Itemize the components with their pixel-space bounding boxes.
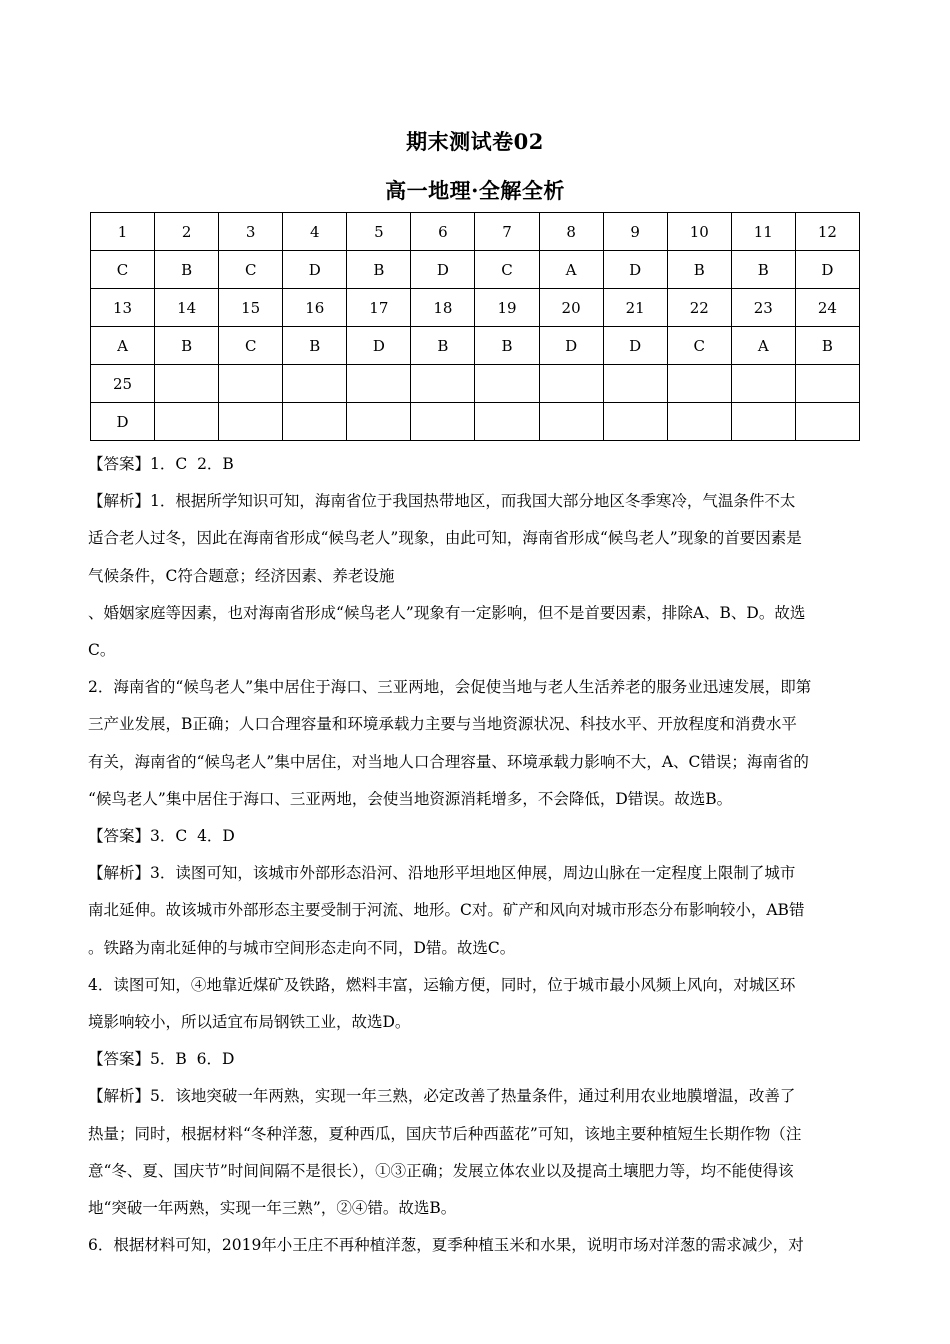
table-cell: 24	[795, 289, 859, 327]
table-cell: 13	[91, 289, 155, 327]
table-cell: 8	[539, 213, 603, 251]
table-row	[91, 289, 860, 327]
table-cell: 11	[731, 213, 795, 251]
table-cell	[155, 365, 219, 403]
text-line: 【解析】5．该地突破一年两熟，实现一年三熟，必定改善了热量条件，通过利用农业地膜增温，改善了	[88, 1087, 796, 1106]
table-cell: C	[91, 251, 155, 289]
table-cell: 20	[539, 289, 603, 327]
text-line: 【解析】3．读图可知，该城市外部形态沿河、沿地形平坦地区伸展，周边山脉在一定程度上限制了城市	[88, 864, 796, 883]
table-cell: B	[731, 251, 795, 289]
text-line: 气候条件，C符合题意；经济因素、养老设施	[88, 566, 395, 585]
text-line: 2．海南省的“候鸟老人”集中居住于海口、三亚两地，会促使当地与老人生活养老的服务业迅速发展，即第	[88, 678, 812, 697]
table-cell	[667, 365, 731, 403]
table-cell: 15	[219, 289, 283, 327]
text-line: 、婚姻家庭等因素，也对海南省形成“候鸟老人”现象有一定影响，但不是首要因素，排除A、B、D。故选	[88, 603, 806, 622]
table-cell: B	[347, 251, 411, 289]
table-cell: B	[667, 251, 731, 289]
text-line: C。	[88, 641, 116, 660]
text-line: 地“突破一年两熟，实现一年三熟”，②④错。故选B。	[88, 1199, 457, 1218]
text-line: 境影响较小，所以适宜布局钢铁工业，故选D。	[88, 1013, 411, 1032]
table-cell: D	[603, 251, 667, 289]
text-line: 【答案】1．C 2．B	[88, 455, 234, 473]
table-cell: B	[283, 327, 347, 365]
table-cell: 9	[603, 213, 667, 251]
table-cell: D	[347, 327, 411, 365]
table-cell: B	[155, 327, 219, 365]
text-line: 。铁路为南北延伸的与城市空间形态走向不同，D错。故选C。	[88, 938, 516, 957]
table-cell	[603, 365, 667, 403]
text-line: 【解析】1．根据所学知识可知，海南省位于我国热带地区，而我国大部分地区冬季寒冷，气温条件不太	[88, 492, 796, 511]
text-line: “候鸟老人”集中居住于海口、三亚两地，会使当地资源消耗增多，不会降低，D错误。故选B。	[88, 789, 733, 808]
table-cell: B	[795, 327, 859, 365]
table-cell: 12	[795, 213, 859, 251]
analysis-text	[88, 446, 864, 1264]
table-cell: D	[603, 327, 667, 365]
text-line: 【答案】5．B 6．D	[88, 1050, 235, 1069]
table-cell	[539, 365, 603, 403]
table-cell: A	[731, 327, 795, 365]
table-cell	[475, 403, 539, 441]
page-subtitle: 高一地理·全解全析	[385, 178, 565, 203]
table-cell: D	[91, 403, 155, 441]
table-cell: C	[219, 251, 283, 289]
table-row	[91, 365, 860, 403]
table-cell: 5	[347, 213, 411, 251]
table-cell: 19	[475, 289, 539, 327]
table-cell: 10	[667, 213, 731, 251]
table-cell: 6	[411, 213, 475, 251]
table-row	[91, 251, 860, 289]
table-cell: A	[91, 327, 155, 365]
table-row	[91, 403, 860, 441]
table-cell	[283, 403, 347, 441]
table-cell: C	[475, 251, 539, 289]
table-cell: C	[667, 327, 731, 365]
table-cell: 16	[283, 289, 347, 327]
table-cell	[795, 365, 859, 403]
table-cell: 25	[91, 365, 155, 403]
table-cell: B	[155, 251, 219, 289]
table-cell	[731, 365, 795, 403]
table-cell	[411, 365, 475, 403]
text-line: 意“冬、夏、国庆节”时间间隔不是很长），①③正确；发展立体农业以及提高土壤肥力等，均不能使得该	[88, 1161, 794, 1180]
table-cell: 3	[219, 213, 283, 251]
text-line: 三产业发展，B正确；人口合理容量和环境承载力主要与当地资源状况、科技水平、开放程度和消费水平	[88, 715, 797, 734]
table-cell	[667, 403, 731, 441]
table-row	[91, 327, 860, 365]
table-cell: 21	[603, 289, 667, 327]
text-line: 6．根据材料可知，2019年小王庄不再种植洋葱，夏季种植玉米和水果，说明市场对洋葱的需求减少，对	[88, 1236, 804, 1255]
table-cell	[795, 403, 859, 441]
table-cell: 4	[283, 213, 347, 251]
table-cell	[347, 365, 411, 403]
table-cell: 2	[155, 213, 219, 251]
table-cell: 22	[667, 289, 731, 327]
table-cell	[731, 403, 795, 441]
text-line: 热量；同时，根据材料“冬种洋葱，夏种西瓜，国庆节后种西蓝花”可知，该地主要种植短生长期作物（注	[88, 1124, 802, 1143]
table-row	[91, 213, 860, 251]
text-line: 4．读图可知，④地靠近煤矿及铁路，燃料丰富，运输方便，同时，位于城市最小风频上风向，对城区环	[88, 975, 796, 994]
table-cell	[347, 403, 411, 441]
table-cell: D	[795, 251, 859, 289]
text-line: 有关，海南省的“候鸟老人”集中居住，对当地人口合理容量、环境承载力影响不大，A、C错误；海南省的	[88, 752, 809, 771]
table-cell	[411, 403, 475, 441]
table-cell: D	[283, 251, 347, 289]
text-line: 南北延伸。故该城市外部形态主要受制于河流、地形。C对。矿产和风向对城市形态分布影响较小，AB错	[88, 901, 805, 920]
table-cell: B	[475, 327, 539, 365]
table-cell: 7	[475, 213, 539, 251]
table-cell: D	[539, 327, 603, 365]
table-cell	[283, 365, 347, 403]
text-line: 适合老人过冬，因此在海南省形成“候鸟老人”现象，由此可知，海南省形成“候鸟老人”现象的首要因素是	[88, 529, 802, 548]
table-cell: 1	[91, 213, 155, 251]
table-cell	[219, 365, 283, 403]
table-cell	[539, 403, 603, 441]
text-line: 【答案】3．C 4．D	[88, 827, 235, 846]
page-title: 期末测试卷02	[406, 129, 544, 154]
answer-table	[90, 212, 860, 441]
table-cell	[219, 403, 283, 441]
table-cell: 14	[155, 289, 219, 327]
table-cell	[603, 403, 667, 441]
table-cell: 23	[731, 289, 795, 327]
table-cell: D	[411, 251, 475, 289]
table-cell	[155, 403, 219, 441]
table-cell: 18	[411, 289, 475, 327]
table-cell: 17	[347, 289, 411, 327]
table-cell: C	[219, 327, 283, 365]
table-cell	[475, 365, 539, 403]
table-cell: B	[411, 327, 475, 365]
table-cell: A	[539, 251, 603, 289]
